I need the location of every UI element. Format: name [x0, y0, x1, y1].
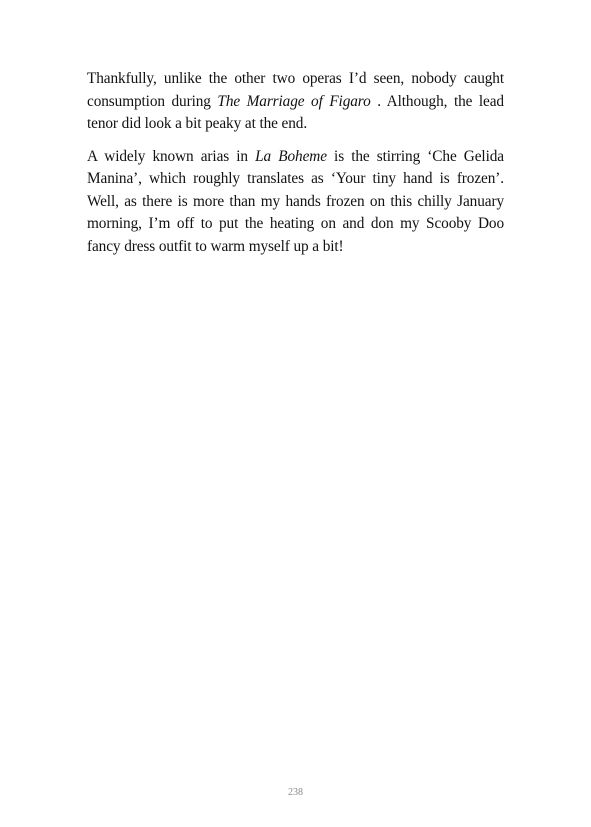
- page-number: 238: [288, 787, 303, 798]
- paragraph-text: A widely known arias in: [87, 147, 256, 165]
- paragraph-boheme: [87, 146, 504, 259]
- opera-title-italic: La Boheme: [255, 147, 327, 165]
- opera-title-italic: The Marriage of Figaro: [217, 92, 371, 110]
- paragraph-figaro: [87, 68, 504, 136]
- paragraph-text: Thankfully, unlike the other two operas I’d seen, nobody caught consumption during: [87, 70, 504, 110]
- body-text: [87, 68, 504, 268]
- paragraph-text: is the stirring ‘Che Gelida Manina’, which roughly translates as ‘Your tiny hand is frozen’. Well, as there is more than my hands frozen on this chilly January morning, I’m off to put the heating on and don my Scooby Doo fancy dress outfit to warm myself up a bit!: [87, 147, 504, 255]
- paragraph-text: . Although, the lead tenor did look a bit peaky at the end.: [87, 92, 504, 132]
